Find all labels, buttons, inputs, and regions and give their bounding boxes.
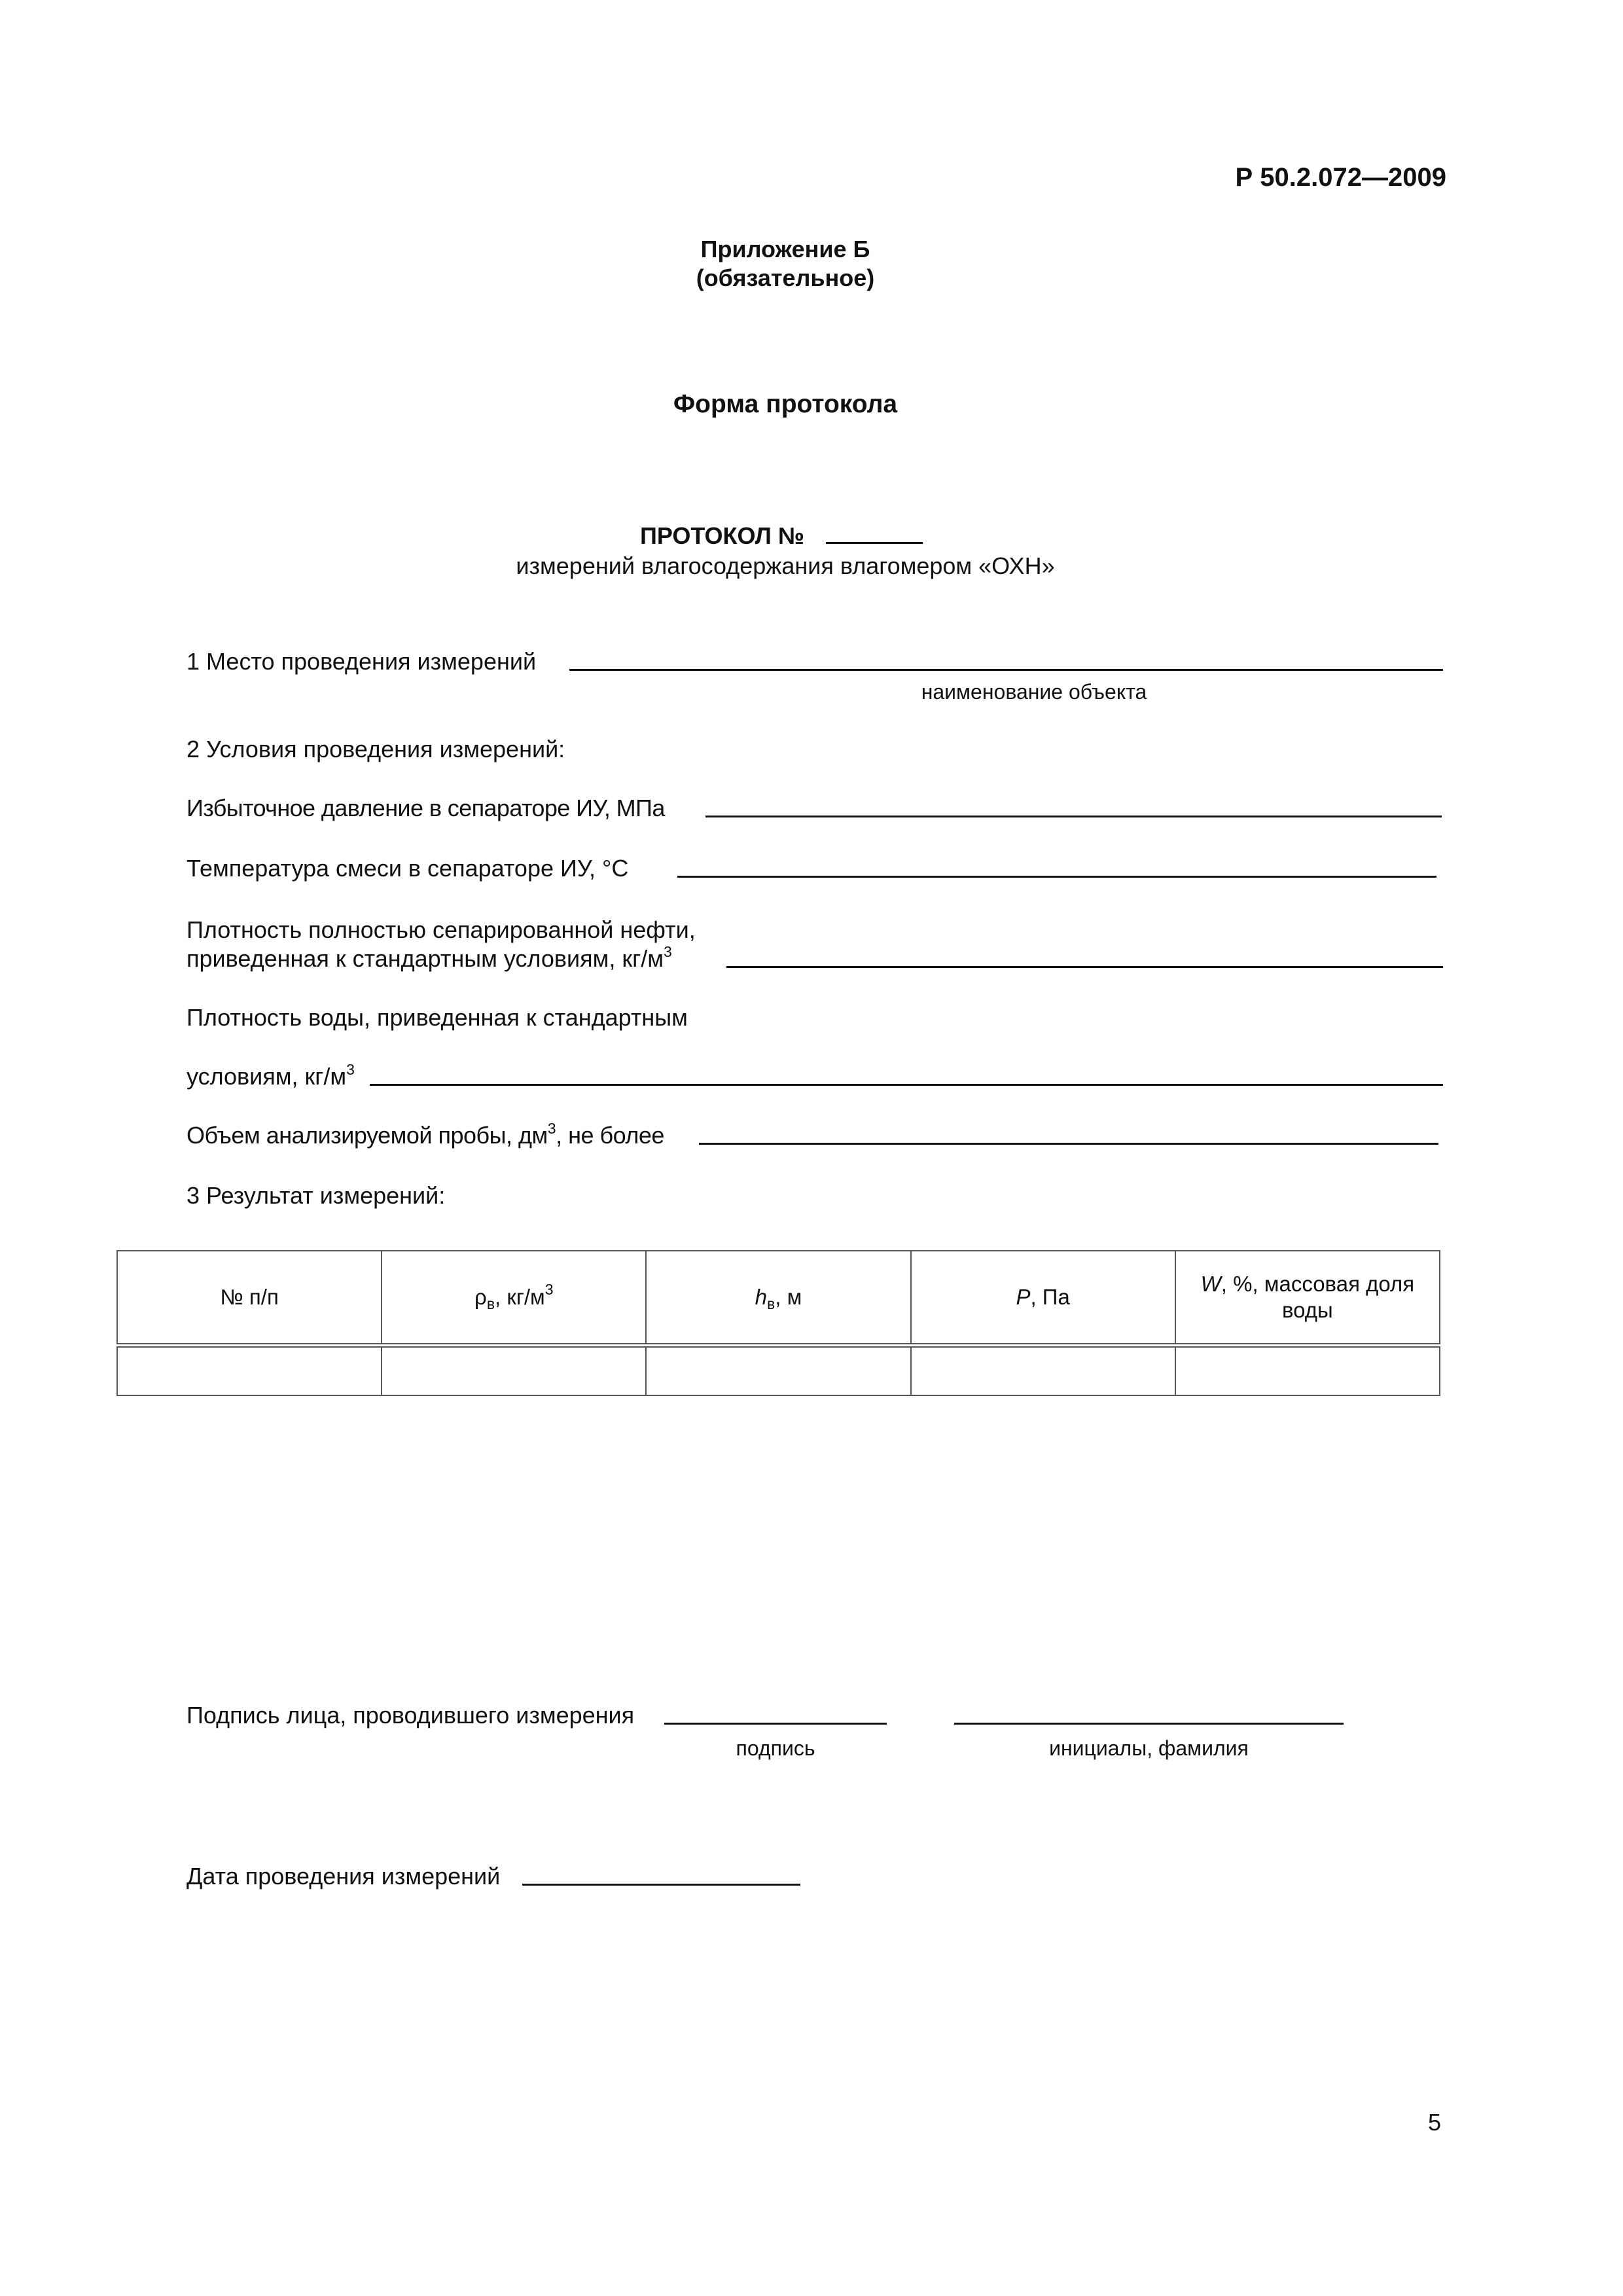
place-label: 1 Место проведения измерений	[187, 648, 537, 675]
document-number: Р 50.2.072—2009	[1235, 163, 1446, 192]
water-density-field[interactable]	[370, 1084, 1443, 1086]
table-cell[interactable]	[117, 1346, 382, 1396]
col-header-density: $\rho_в$, $кг/м^3$	[382, 1251, 646, 1346]
table-cell[interactable]	[911, 1346, 1175, 1396]
temperature-field[interactable]	[677, 876, 1436, 878]
protocol-subtitle: измерений влагосодержания влагомером «ОХН»	[516, 552, 1055, 579]
protocol-number-field[interactable]	[826, 542, 923, 544]
water-density-label-line1: Плотность воды, приведенная к стандартным	[187, 1004, 688, 1031]
table-header-row	[117, 1251, 1440, 1346]
appendix-status: (обязательное)	[696, 264, 875, 291]
col-header-pressure: P, Па	[911, 1251, 1175, 1346]
form-title: Форма протокола	[673, 390, 898, 418]
signature-field[interactable]	[664, 1723, 887, 1725]
conditions-heading: 2 Условия проведения измерений:	[187, 736, 565, 762]
name-caption: инициалы, фамилия	[1049, 1736, 1249, 1760]
pressure-field[interactable]	[705, 816, 1442, 817]
sample-volume-label: Объем анализируемой пробы, $дм^3$, не более	[187, 1120, 664, 1149]
col-header-height: $h_в$, м	[646, 1251, 910, 1346]
appendix-title: Приложение Б	[700, 236, 870, 262]
table-row	[117, 1346, 1440, 1396]
protocol-title: ПРОТОКОЛ №	[640, 522, 804, 549]
table-cell[interactable]	[382, 1346, 646, 1396]
pressure-label: Избыточное давление в сепараторе ИУ, МПа	[187, 795, 665, 821]
place-field[interactable]	[569, 669, 1443, 671]
results-heading: 3 Результат измерений:	[187, 1182, 446, 1209]
date-label: Дата проведения измерений	[187, 1863, 501, 1890]
col-header-water-fraction: W, %, массовая доля воды	[1175, 1251, 1440, 1346]
sample-volume-field[interactable]	[699, 1143, 1438, 1145]
oil-density-label-line2: приведенная к стандартным условиям, $кг/м^3$	[187, 943, 672, 972]
table-cell[interactable]	[646, 1346, 910, 1396]
page-number: 5	[1428, 2109, 1442, 2136]
col-header-number: № п/п	[117, 1251, 382, 1346]
place-caption: наименование объекта	[921, 680, 1147, 704]
date-field[interactable]	[522, 1884, 800, 1886]
temperature-label: Температура смеси в сепараторе ИУ, °С	[187, 855, 629, 882]
name-field[interactable]	[954, 1723, 1344, 1725]
table-cell[interactable]	[1175, 1346, 1440, 1396]
oil-density-field[interactable]	[726, 966, 1443, 968]
signature-caption: подпись	[736, 1736, 815, 1760]
oil-density-label-line1: Плотность полностью сепарированной нефти,	[187, 916, 696, 943]
results-table	[116, 1250, 1440, 1396]
signature-label: Подпись лица, проводившего измерения	[187, 1702, 635, 1729]
water-density-label-line2: условиям, $кг/м^3$	[187, 1061, 355, 1090]
